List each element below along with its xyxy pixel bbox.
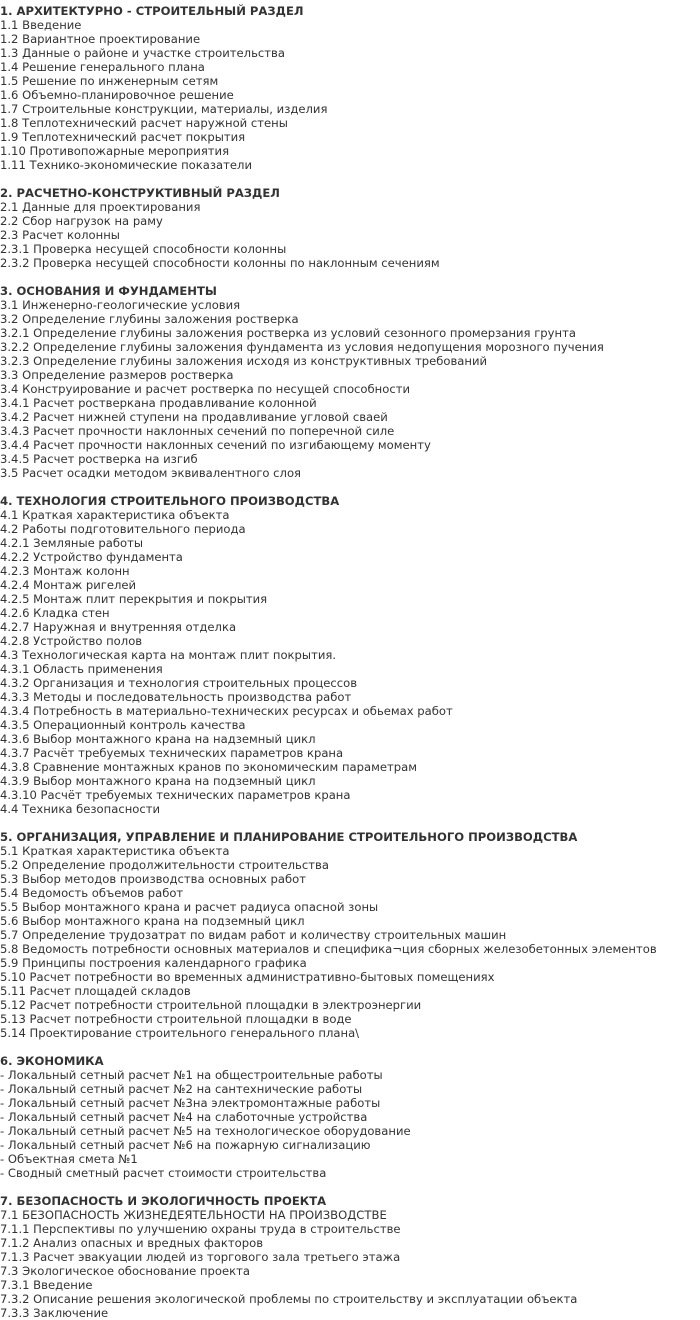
toc-item: 5.2 Определение продолжительности строительства [0,858,329,872]
toc-item: 4.3.10 Расчёт требуемых технических параметров крана [0,788,351,802]
toc-item: 3.4.1 Расчет ростверкана продавливание колонной [0,396,317,410]
toc-item: 1.2 Вариантное проектирование [0,32,201,46]
toc-item: 5.12 Расчет потребности строительной площадки в электроэнергии [0,998,422,1012]
section-title: 5. ОРГАНИЗАЦИЯ, УПРАВЛЕНИЕ И ПЛАНИРОВАНИЕ СТРОИТЕЛЬНОГО ПРОИЗВОДСТВА [0,830,578,844]
toc-item: - Локальный сетный расчет №6 на пожарную сигнализацию [0,1138,371,1152]
toc-item: - Локальный сетный расчет №1 на общестроительные работы [0,1068,383,1082]
toc-item: 1.1 Введение [0,18,82,32]
toc-item: 4.2.8 Устройство полов [0,634,143,648]
toc-item: - Сводный сметный расчет стоимости строительства [0,1166,327,1180]
toc-item: 1.4 Решение генерального плана [0,60,205,74]
toc-item: 4.2.7 Наружная и внутренняя отделка [0,620,237,634]
toc-item: 4.2 Работы подготовительного периода [0,522,246,536]
toc-item: 4.2.3 Монтаж колонн [0,564,130,578]
toc-item: 4.3.2 Организация и технология строительных процессов [0,676,358,690]
toc-item: 3.4.3 Расчет прочности наклонных сечений по поперечной силе [0,424,395,438]
toc-item: 4.1 Краткая характеристика объекта [0,508,230,522]
toc-item: 3.4.5 Расчет ростверка на изгиб [0,452,198,466]
section-title: 7. БЕЗОПАСНОСТЬ И ЭКОЛОГИЧНОСТЬ ПРОЕКТА [0,1194,327,1208]
toc-item: 5.5 Выбор монтажного крана и расчет радиуса опасной зоны [0,900,379,914]
toc-item: 1.9 Теплотехнический расчет покрытия [0,130,246,144]
section-4 [0,494,700,816]
section-title: 2. РАСЧЕТНО-КОНСТРУКТИВНЫЙ РАЗДЕЛ [0,186,280,200]
toc-item: 3.1 Инженерно-геологические условия [0,298,241,312]
toc-item: 7.3.2 Описание решения экологической проблемы по строительству и эксплуатации объекта [0,1292,578,1306]
toc-item: 5.4 Ведомость объемов работ [0,886,184,900]
toc-item: 4.4 Техника безопасности [0,802,161,816]
toc-item: 4.2.4 Монтаж ригелей [0,578,137,592]
toc-item: 5.7 Определение трудозатрат по видам работ и количеству строительных машин [0,928,507,942]
toc-item: 1.10 Противопожарные мероприятия [0,144,230,158]
toc-item: 2.3.2 Проверка несущей способности колонны по наклонным сечениям [0,256,440,270]
section-6 [0,1054,700,1180]
toc-item: - Объектная смета №1 [0,1152,138,1166]
toc-item: 7.1.1 Перспективы по улучшению охраны труда в строительстве [0,1222,401,1236]
section-2 [0,186,700,270]
toc-item: 2.3.1 Проверка несущей способности колонны [0,242,287,256]
toc-item: 1.3 Данные о районе и участке строительства [0,46,285,60]
toc-item: - Локальный сетный расчет №3на электромонтажные работы [0,1096,381,1110]
toc-item: 1.8 Теплотехнический расчет наружной стены [0,116,288,130]
toc-item: 5.14 Проектирование строительного генерального плана\ [0,1026,360,1040]
toc-item: 4.3.5 Операционный контроль качества [0,718,246,732]
section-title: 4. ТЕХНОЛОГИЯ СТРОИТЕЛЬНОГО ПРОИЗВОДСТВА [0,494,340,508]
toc-item: - Локальный сетный расчет №5 на технологическое оборудование [0,1124,411,1138]
toc-item: 4.2.2 Устройство фундамента [0,550,183,564]
toc-item: 7.1.3 Расчет эвакуации людей из торгового зала третьего этажа [0,1250,401,1264]
toc-item: 7.3.1 Введение [0,1278,93,1292]
toc-item: 5.13 Расчет потребности строительной площадки в воде [0,1012,352,1026]
toc-item: 5.6 Выбор монтажного крана на подземный цикл [0,914,305,928]
toc-item: 5.8 Ведомость потребности основных материалов и специфика¬ция сборных железобетонных элементов [0,942,657,956]
toc-item: 2.2 Сбор нагрузок на раму [0,214,163,228]
toc-item: 4.2.5 Монтаж плит перекрытия и покрытия [0,592,268,606]
toc-item: 7.1 БЕЗОПАСНОСТЬ ЖИЗНЕДЕЯТЕЛЬНОСТИ НА ПРОИЗВОДСТВЕ [0,1208,387,1222]
toc-item: 3.3 Определение размеров ростверка [0,368,234,382]
toc-item: 4.3.6 Выбор монтажного крана на надземный цикл [0,732,316,746]
toc-item: 5.10 Расчет потребности во временных административно-бытовых помещениях [0,970,495,984]
toc-item: 2.1 Данные для проектирования [0,200,201,214]
toc-item: 5.11 Расчет площадей складов [0,984,191,998]
toc-item: 3.4.4 Расчет прочности наклонных сечений по изгибающему моменту [0,438,431,452]
toc-item: 7.3 Экологическое обоснование проекта [0,1264,250,1278]
section-7 [0,1194,700,1320]
toc-item: 3.4.2 Расчет нижней ступени на продавливание угловой сваей [0,410,388,424]
toc-item: 5.1 Краткая характеристика объекта [0,844,230,858]
toc-item: 4.3.4 Потребность в материально-технических ресурсах и обьемах работ [0,704,453,718]
toc-item: - Локальный сетный расчет №4 на слаботочные устройства [0,1110,368,1124]
toc-item: 3.2.2 Определение глубины заложения фундамента из условия недопущения морозного пучения [0,340,604,354]
toc-item: 4.3.8 Сравнение монтажных кранов по экономическим параметрам [0,760,417,774]
toc-item: 1.6 Объемно-планировочное решение [0,88,234,102]
toc-item: - Локальный сетный расчет №2 на сантехнические работы [0,1082,363,1096]
toc-item: 4.2.1 Земляные работы [0,536,144,550]
toc-item: 4.3.1 Область применения [0,662,163,676]
toc-item: 3.2.1 Определение глубины заложения ростверка из условий сезонного промерзания грунта [0,326,576,340]
toc-item: 4.3.3 Методы и последовательность производства работ [0,690,352,704]
toc-item: 3.2.3 Определение глубины заложения исходя из конструктивных требований [0,354,488,368]
section-3 [0,284,700,480]
section-5 [0,830,700,1040]
toc-item: 5.9 Принципы построения календарного графика [0,956,307,970]
toc-item: 7.3.3 Заключение [0,1306,109,1320]
toc-item: 5.3 Выбор методов производства основных работ [0,872,307,886]
section-title: 3. ОСНОВАНИЯ И ФУНДАМЕНТЫ [0,284,217,298]
toc-item: 3.5 Расчет осадки методом эквивалентного слоя [0,466,302,480]
section-title: 6. ЭКОНОМИКА [0,1054,104,1068]
toc-item: 1.5 Решение по инженерным сетям [0,74,219,88]
section-1 [0,4,700,172]
toc-item: 4.3.9 Выбор монтажного крана на подземный цикл [0,774,316,788]
toc-item: 7.1.2 Анализ опасных и вредных факторов [0,1236,264,1250]
toc-item: 3.4 Конструирование и расчет ростверка по несущей способности [0,382,410,396]
toc-item: 4.3 Технологическая карта на монтаж плит покрытия. [0,648,337,662]
toc-item: 4.2.6 Кладка стен [0,606,110,620]
toc-item: 4.3.7 Расчёт требуемых технических параметров крана [0,746,344,760]
toc-item: 2.3 Расчет колонны [0,228,120,242]
toc-item: 3.2 Определение глубины заложения ростверка [0,312,299,326]
section-title: 1. АРХИТЕКТУРНО - СТРОИТЕЛЬНЫЙ РАЗДЕЛ [0,4,304,18]
toc-item: 1.7 Строительные конструкции, материалы, изделия [0,102,328,116]
toc-item: 1.11 Технико-экономические показатели [0,158,252,172]
